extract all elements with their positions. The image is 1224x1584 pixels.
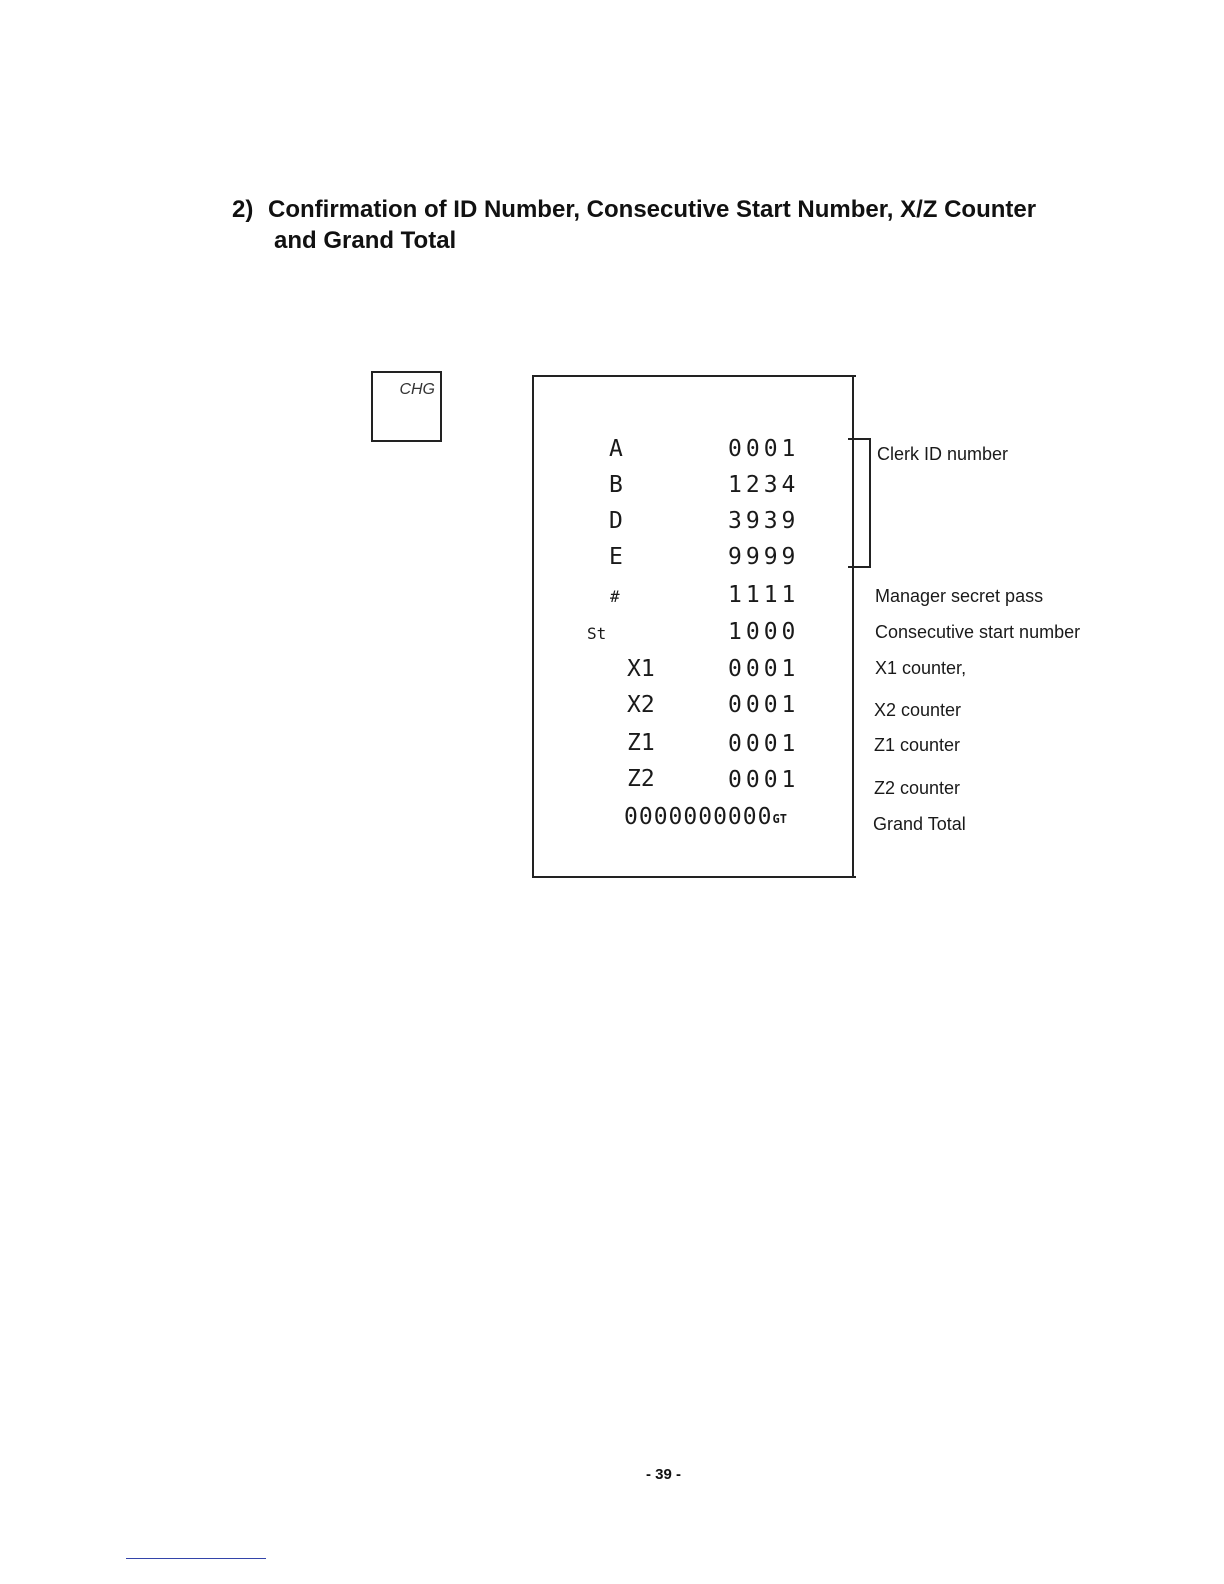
desc-z1-counter: Z1 counter	[874, 735, 961, 755]
desc-x2-counter: X2 counter	[874, 700, 962, 720]
desc-z2-counter: Z2 counter	[874, 778, 961, 798]
row-label-b: B	[609, 472, 623, 498]
chg-key-label: CHG	[399, 381, 435, 398]
footnote-rule	[126, 1558, 266, 1559]
section-number: 2)	[232, 196, 254, 223]
row-label-x1: X1	[627, 656, 655, 682]
row-label-pass-symbol: #	[610, 587, 620, 606]
row-value-z2: 0001	[728, 767, 800, 793]
row-label-a: A	[609, 436, 623, 462]
grand-total-row	[624, 804, 787, 832]
row-value-a: 0001	[728, 436, 800, 462]
section-heading	[232, 194, 1036, 256]
desc-x1-counter: X1 counter,	[875, 658, 967, 678]
receipt-printout	[532, 375, 856, 878]
grand-total-symbol: GT	[772, 812, 787, 826]
grand-total-value: 0000000000	[624, 804, 773, 830]
row-label-x2: X2	[627, 692, 655, 718]
row-value-consecutive-start: 1000	[728, 619, 800, 645]
desc-clerk-id: Clerk ID number	[877, 444, 1009, 464]
row-value-e: 9999	[728, 544, 800, 570]
desc-manager-pass: Manager secret pass	[875, 586, 1044, 606]
row-value-x2: 0001	[728, 692, 800, 718]
desc-consecutive-start: Consecutive start number	[875, 622, 1081, 642]
row-label-e: E	[609, 544, 623, 570]
row-value-b: 1234	[728, 472, 800, 498]
row-value-manager-pass: 1111	[728, 582, 800, 608]
row-value-d: 3939	[728, 508, 800, 534]
desc-grand-total: Grand Total	[873, 814, 966, 834]
heading-line-1: Confirmation of ID Number, Consecutive Start Number, X/Z Counter	[268, 196, 1037, 223]
chg-key	[371, 371, 442, 442]
row-label-start-symbol: St	[587, 624, 607, 643]
row-value-x1: 0001	[728, 656, 800, 682]
row-label-z2: Z2	[627, 766, 655, 792]
heading-line-2: and Grand Total	[274, 227, 457, 254]
page-number: - 39 -	[646, 1466, 682, 1483]
row-label-d: D	[609, 508, 623, 534]
clerk-id-bracket	[846, 437, 872, 569]
row-label-z1: Z1	[627, 730, 655, 756]
row-value-z1: 0001	[728, 731, 800, 757]
